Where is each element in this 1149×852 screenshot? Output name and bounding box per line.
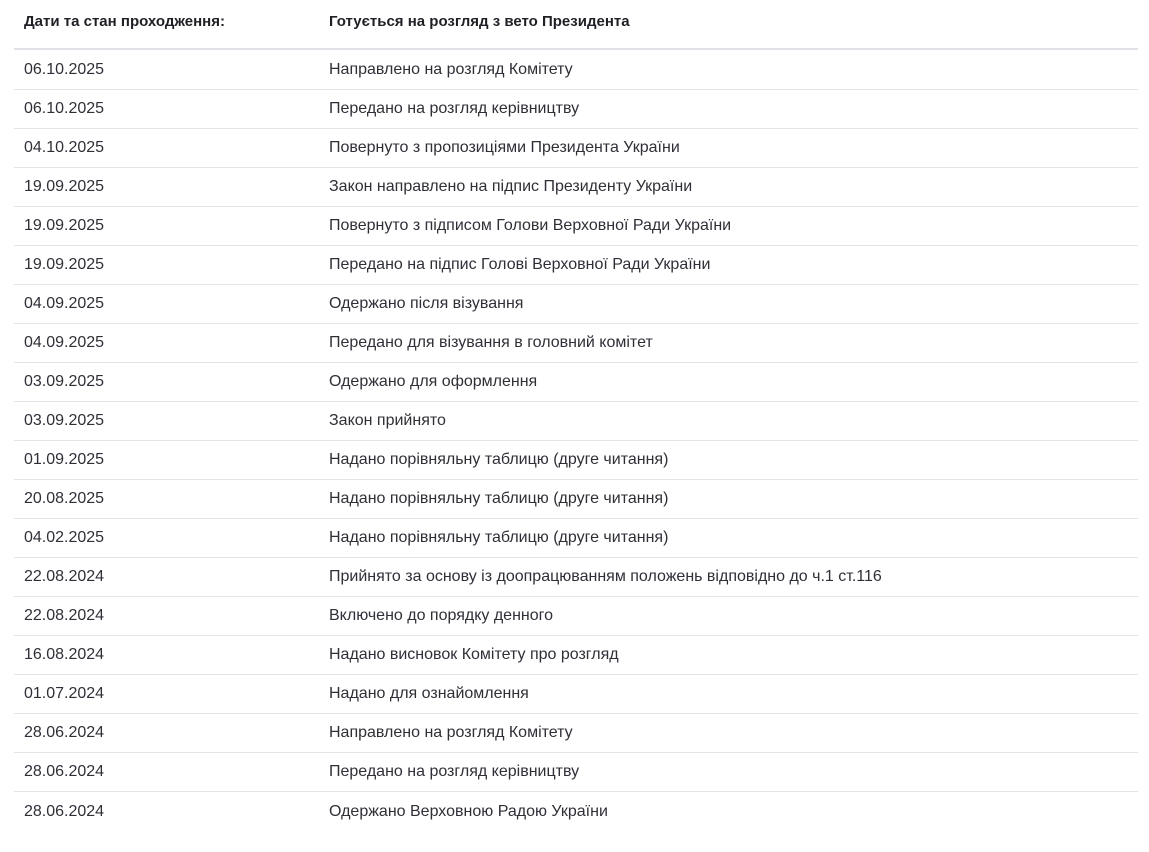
table-row [14,285,1138,324]
row-event: Повернуто з пропозиціями Президента України [329,139,680,156]
table-row [14,519,1138,558]
current-status: Готується на розгляд з вето Президента [329,12,630,30]
row-event: Надано висновок Комітету про розгляд [329,646,619,663]
row-event: Включено до порядку денного [329,607,554,624]
row-event: Прийнято за основу із доопрацюванням положень відповідно до ч.1 ст.116 [329,568,882,585]
table-row [14,792,1138,831]
table-body [14,51,1138,831]
row-event: Надано для ознайомлення [329,685,529,702]
table-row [14,675,1138,714]
bill-progress-table [14,0,1138,831]
row-date: 01.07.2024 [24,685,105,702]
row-date: 28.06.2024 [24,802,105,820]
row-date: 06.10.2025 [24,61,105,78]
table-row [14,129,1138,168]
row-date: 03.09.2025 [24,412,105,429]
row-event: Одержано Верховною Радою України [329,802,608,820]
row-date: 28.06.2024 [24,724,105,741]
row-date: 19.09.2025 [24,217,105,234]
table-row [14,636,1138,675]
row-date: 16.08.2024 [24,646,105,663]
row-event: Закон прийнято [329,412,446,429]
table-row [14,324,1138,363]
row-date: 04.02.2025 [24,529,105,546]
row-event: Надано порівняльну таблицю (друге читання) [329,529,669,546]
row-date: 03.09.2025 [24,373,105,390]
row-event: Надано порівняльну таблицю (друге читання) [329,451,669,468]
table-row [14,363,1138,402]
row-date: 04.10.2025 [24,139,105,156]
table-row [14,597,1138,636]
table-row [14,480,1138,519]
row-event: Передано для візування в головний комітет [329,334,653,351]
row-date: 22.08.2024 [24,607,105,624]
table-row [14,402,1138,441]
row-event: Одержано після візування [329,295,524,312]
row-event: Направлено на розгляд Комітету [329,724,573,741]
table-row [14,246,1138,285]
row-event: Повернуто з підписом Голови Верховної Ради України [329,217,732,234]
table-row [14,90,1138,129]
row-date: 22.08.2024 [24,568,105,585]
row-event: Передано на підпис Голові Верховної Ради України [329,256,711,273]
table-row [14,51,1138,90]
row-date: 04.09.2025 [24,295,105,312]
row-date: 01.09.2025 [24,451,105,468]
dates-status-label: Дати та стан проходження: [24,12,225,30]
row-event: Передано на розгляд керівництву [329,100,580,117]
table-row [14,558,1138,597]
row-event: Направлено на розгляд Комітету [329,61,573,78]
row-event: Надано порівняльну таблицю (друге читання) [329,490,669,507]
row-event: Закон направлено на підпис Президенту України [329,178,693,195]
row-date: 19.09.2025 [24,178,105,195]
row-date: 19.09.2025 [24,256,105,273]
row-date: 06.10.2025 [24,100,105,117]
row-date: 04.09.2025 [24,334,105,351]
row-event: Одержано для оформлення [329,373,538,390]
table-row [14,207,1138,246]
row-date: 28.06.2024 [24,763,105,780]
row-event: Передано на розгляд керівництву [329,763,580,780]
table-header [14,0,1138,50]
table-row [14,714,1138,753]
table-row [14,753,1138,792]
table-row [14,168,1138,207]
row-date: 20.08.2025 [24,490,105,507]
table-row [14,441,1138,480]
